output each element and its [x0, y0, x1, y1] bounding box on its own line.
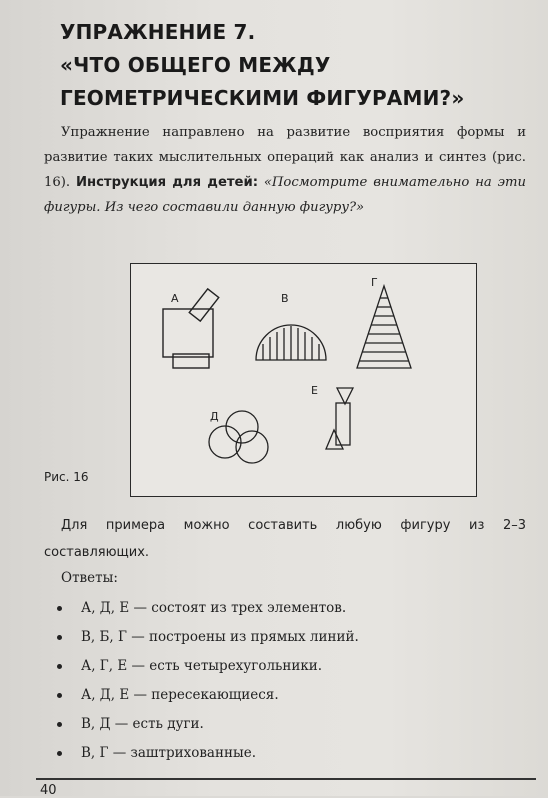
list-item: А, Д, Е — пересекающиеся. [44, 683, 504, 712]
list-item: В, Д — есть дуги. [44, 712, 504, 741]
title-line-1: УПРАЖНЕНИЕ 7. [60, 20, 256, 44]
instruction-text: «Посмотрите внимательно на эти фигуры. Из чего составили данную фигуру?» [44, 175, 526, 215]
shape-a-square [163, 309, 213, 357]
bullet-icon [57, 635, 62, 640]
example-text: Для примера можно составить любую фигуру из 2–3 составляющих. [44, 518, 526, 560]
title-line-2: «ЧТО ОБЩЕГО МЕЖДУ [60, 53, 331, 77]
figure-caption: Рис. 16 [44, 470, 89, 484]
shape-g [357, 286, 411, 368]
page-number: 40 [40, 783, 57, 798]
example-paragraph [44, 512, 526, 566]
list-item: В, Б, Г — построены из прямых линий. [44, 625, 504, 654]
list-item: А, Д, Е — состоят из трех элементов. [44, 596, 504, 625]
shape-e-triangle-bottom [326, 430, 343, 449]
answers-label: Ответы: [61, 570, 118, 586]
answers-list [44, 596, 504, 770]
bullet-icon [57, 606, 62, 611]
shape-a-tilted-rect [189, 289, 219, 321]
bullet-icon [57, 722, 62, 727]
label-a: А [171, 292, 179, 305]
footer-rule [36, 778, 536, 780]
label-e: Е [311, 384, 318, 397]
shape-e [326, 388, 353, 449]
bullet-icon [57, 693, 62, 698]
label-g: Г [371, 276, 378, 289]
bullet-icon [57, 751, 62, 756]
list-item: В, Г — заштрихованные. [44, 741, 504, 770]
intro-text: Упражнение направлено на развитие восприятия формы и развитие таких мыслительных операций как анализ и синтез (рис. 16). [44, 125, 526, 190]
bullet-icon [57, 664, 62, 669]
label-d: Д [210, 410, 219, 423]
list-item: А, Г, Е — есть четырехугольники. [44, 654, 504, 683]
figure-16 [130, 263, 477, 497]
shape-e-triangle-top [337, 388, 353, 404]
instruction-label: Инструкция для детей: [75, 175, 258, 190]
intro-paragraph [44, 120, 526, 220]
label-b: В [281, 292, 289, 305]
exercise-title [60, 16, 530, 115]
figure-drawing [131, 264, 476, 496]
shape-a-small-rect [173, 354, 209, 368]
shape-b [256, 325, 326, 360]
title-line-3: ГЕОМЕТРИЧЕСКИМИ ФИГУРАМИ?» [60, 86, 465, 110]
